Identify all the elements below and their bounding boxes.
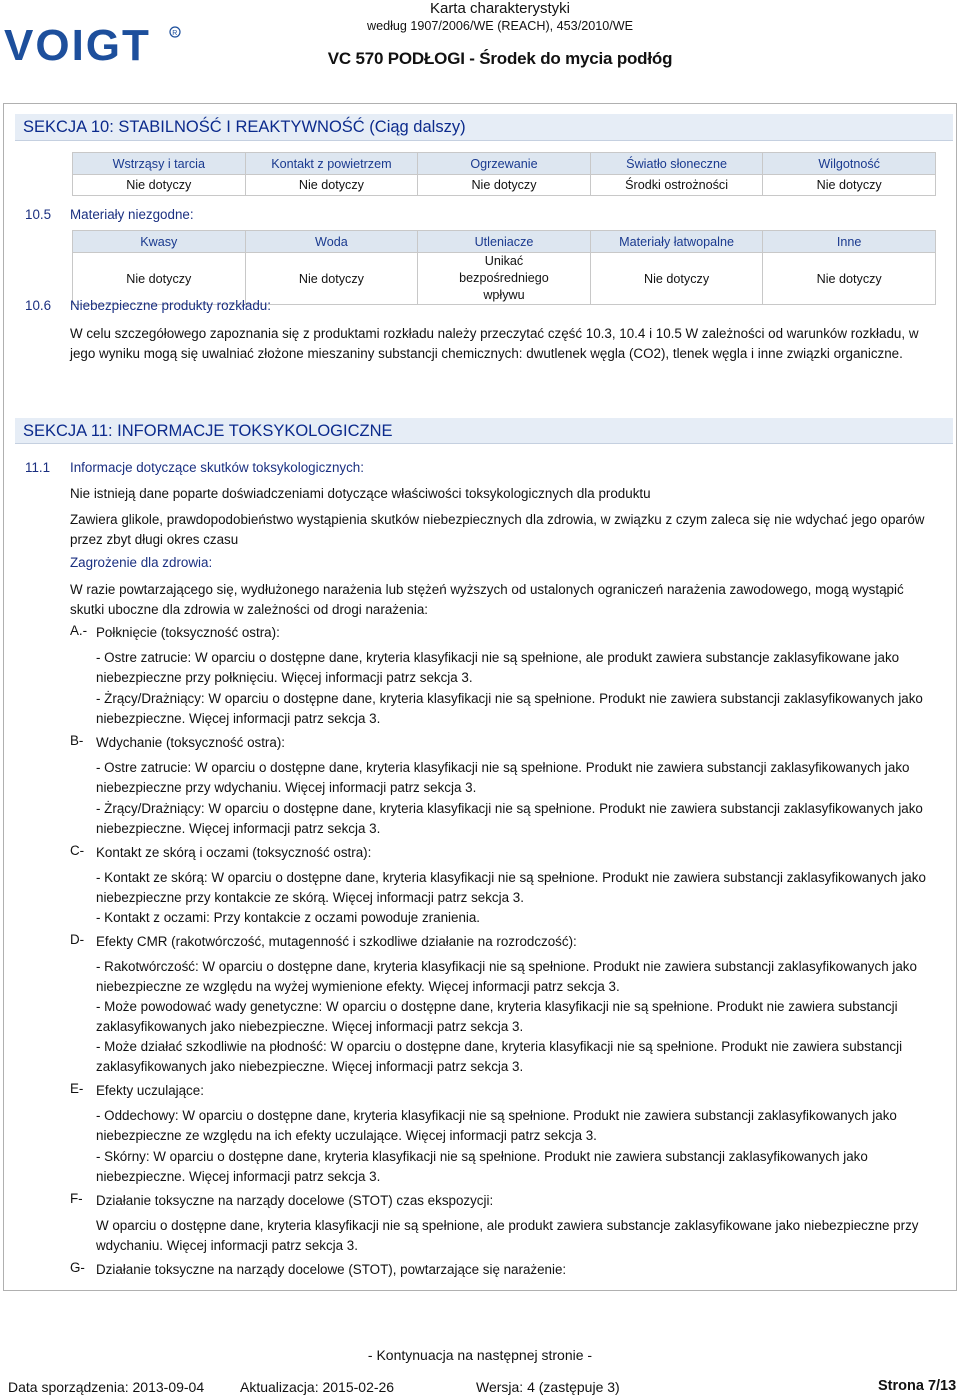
subsection-title: Materiały niezgodne:	[70, 207, 194, 222]
item-title: Efekty CMR (rakotwórczość, mutagenność i szkodliwe działanie na rozrodczość):	[96, 934, 577, 949]
table-row	[73, 231, 936, 253]
table-cell: Światło słoneczne	[590, 153, 763, 175]
item-letter: F-	[70, 1191, 83, 1206]
table-cell: Nie dotyczy	[245, 253, 418, 305]
creation-date: Data sporządzenia: 2013-09-04	[8, 1379, 205, 1395]
table-cell: Utleniacze	[418, 231, 591, 253]
table-row	[73, 253, 936, 305]
table-cell: Woda	[245, 231, 418, 253]
subsection-title: Informacje dotyczące skutków toksykologicznych:	[70, 460, 364, 475]
item-letter: C-	[70, 843, 85, 858]
item-letter: G-	[70, 1260, 85, 1275]
table-cell: Nie dotyczy	[763, 253, 936, 305]
bullet-text: - Żrący/Drażniący: W oparciu o dostępne dane, kryteria klasyfikacji nie są spełnione. Produkt nie zawiera substancji zaklasyfikowanych jako niebezpieczne. Więcej informacji patrz sekcja 3.	[96, 801, 923, 836]
version: Wersja: 4 (zastępuje 3)	[476, 1379, 620, 1395]
bullet-text: - Ostre zatrucie: W oparciu o dostępne dane, kryteria klasyfikacji nie są spełnione, ale produkt zawiera substancje zaklasyfikowane jako niebezpieczne przy połknięciu. Więcej informacji patrz sekcja 3.	[96, 650, 900, 685]
table-cell: Kontakt z powietrzem	[245, 153, 418, 175]
stability-conditions-table	[72, 152, 936, 196]
item-letter: B-	[70, 733, 84, 748]
document-type: Karta charakterystyki	[429, 0, 571, 17]
page-number: Strona 7/13	[878, 1378, 957, 1394]
health-hazard-title: Zagrożenie dla zdrowia:	[70, 555, 213, 570]
item-letter: D-	[70, 932, 85, 947]
table-cell: Nie dotyczy	[763, 175, 936, 196]
stot-text: W oparciu o dostępne dane, kryteria klasyfikacji nie są spełnione, ale produkt zawiera substancje zaklasyfikowane jako niebezpieczne przy wdychaniu. Więcej informacji patrz sekcja 3.	[96, 1218, 919, 1253]
table-row	[73, 153, 936, 175]
table-cell: Wstrząsy i tarcia	[73, 153, 246, 175]
table-cell: Środki ostrożności	[590, 175, 763, 196]
bullet-text: - Może działać szkodliwie na płodność: W oparciu o dostępne dane, kryteria klasyfikacji nie są spełnione. Produkt nie zawiera substancji zaklasyfikowanych jako niebezpieczne. Więcej informacji patrz sekcja 3.	[96, 1039, 903, 1074]
product-name: VC 570 PODŁOGI - Środek do mycia podłóg	[327, 49, 673, 68]
svg-text:R: R	[172, 30, 178, 37]
item-title: Kontakt ze skórą i oczami (toksyczność ostra):	[96, 845, 372, 860]
item-letter: A.-	[70, 623, 88, 638]
bullet-text: - Może powodować wady genetyczne: W oparciu o dostępne dane, kryteria klasyfikacji nie są spełnione. Produkt nie zawiera substancji zaklasyfikowanych jako niebezpieczne. Więcej informacji patrz sekcja 3.	[96, 999, 898, 1034]
table-cell: Nie dotyczy	[418, 175, 591, 196]
decomposition-text: W celu szczegółowego zapoznania się z produktami rozkładu należy przeczytać część 10.3, 10.4 i 10.5 W zależności od warunków rozkładu, w jego wyniku mogą się uwalniać złożone mieszaniny substancji chemicznych: dwutlenek węgla (CO2), tlenek węgla i inne związki organiczne.	[70, 326, 919, 361]
incompatible-materials-table	[72, 230, 936, 305]
item-title: Działanie toksyczne na narządy docelowe (STOT), powtarzające się narażenie:	[96, 1262, 567, 1277]
table-cell: Nie dotyczy	[73, 253, 246, 305]
table-cell: Wilgotność	[763, 153, 936, 175]
section-11-title: SEKCJA 11: INFORMACJE TOKSYKOLOGICZNE	[15, 418, 953, 444]
bullet-text: - Skórny: W oparciu o dostępne dane, kryteria klasyfikacji nie są spełnione. Produkt nie zawiera substancji zaklasyfikowanych jako niebezpieczne. Więcej informacji patrz sekcja 3.	[96, 1149, 868, 1184]
table-cell: Unikać bezpośredniego wpływu	[418, 253, 591, 305]
subsection-title: Niebezpieczne produkty rozkładu:	[70, 298, 271, 313]
item-title: Połknięcie (toksyczność ostra):	[96, 625, 280, 640]
paragraph: Nie istnieją dane poparte doświadczeniami dotyczące właściwości toksykologicznych dla produktu	[70, 486, 651, 501]
item-letter: E-	[70, 1081, 84, 1096]
update-date: Aktualizacja: 2015-02-26	[240, 1379, 395, 1395]
subsection-number: 10.5	[25, 207, 52, 222]
table-cell: Materiały łatwopalne	[590, 231, 763, 253]
section-10-title: SEKCJA 10: STABILNOŚĆ I REAKTYWNOŚĆ (Ciąg dalszy)	[15, 114, 953, 141]
table-cell: Nie dotyczy	[590, 253, 763, 305]
paragraph: Zawiera glikole, prawdopodobieństwo wystąpienia skutków niebezpiecznych dla zdrowia, w związku z czym zaleca się nie wdychać jego oparów przez zbyt długi okres czasu	[70, 512, 925, 547]
table-row	[73, 175, 936, 196]
bullet-text: - Kontakt ze skórą: W oparciu o dostępne dane, kryteria klasyfikacji nie są spełnione. Produkt nie zawiera substancji zaklasyfikowanych jako niebezpieczne przy kontakcie ze skórą. Więcej informacji patrz sekcja 3.	[96, 870, 926, 905]
subsection-number: 10.6	[25, 298, 52, 313]
item-title: Wdychanie (toksyczność ostra):	[96, 735, 286, 750]
item-title: Działanie toksyczne na narządy docelowe (STOT) czas ekspozycji:	[96, 1193, 494, 1208]
paragraph: W razie powtarzającego się, wydłużonego narażenia lub stężeń wyższych od ustalonych ograniczeń narażenia zawodowego, mogą wystąpić skutki uboczne dla zdrowia w zależności od drogi narażenia:	[70, 582, 904, 617]
bullet-text: - Rakotwórczość: W oparciu o dostępne dane, kryteria klasyfikacji nie są spełnione. Produkt nie zawiera substancji zaklasyfikowanych jako niebezpieczne ze względu na wyżej wymienione efekty. Więcej informacji patrz sekcja 3.	[96, 959, 917, 994]
bullet-text: - Żrący/Drażniący: W oparciu o dostępne dane, kryteria klasyfikacji nie są spełnione. Produkt nie zawiera substancji zaklasyfikowanych jako niebezpieczne. Więcej informacji patrz sekcja 3.	[96, 691, 923, 726]
item-title: Efekty uczulające:	[96, 1083, 204, 1098]
table-cell: Inne	[763, 231, 936, 253]
table-cell: Nie dotyczy	[245, 175, 418, 196]
bullet-text: - Ostre zatrucie: W oparciu o dostępne dane, kryteria klasyfikacji nie są spełnione. Produkt nie zawiera substancji zaklasyfikowanych jako niebezpieczne przy wdychaniu. Więcej informacji patrz sekcja 3.	[96, 760, 910, 795]
table-cell: Nie dotyczy	[73, 175, 246, 196]
regulation: według 1907/2006/WE (REACH), 453/2010/WE	[366, 19, 633, 33]
continued-note: - Kontynuacja na następnej stronie -	[367, 1347, 593, 1363]
table-cell: Kwasy	[73, 231, 246, 253]
logo-text: VOIGT	[4, 21, 151, 70]
subsection-number: 11.1	[25, 460, 51, 475]
bullet-text: - Kontakt z oczami: Przy kontakcie z oczami powoduje zranienia.	[96, 910, 481, 925]
table-cell: Ogrzewanie	[418, 153, 591, 175]
bullet-text: - Oddechowy: W oparciu o dostępne dane, kryteria klasyfikacji nie są spełnione. Produkt nie zawiera substancji zaklasyfikowanych jako niebezpieczne ze względu na ich efekty uczulające. Więcej informacji patrz sekcja 3.	[96, 1108, 897, 1143]
